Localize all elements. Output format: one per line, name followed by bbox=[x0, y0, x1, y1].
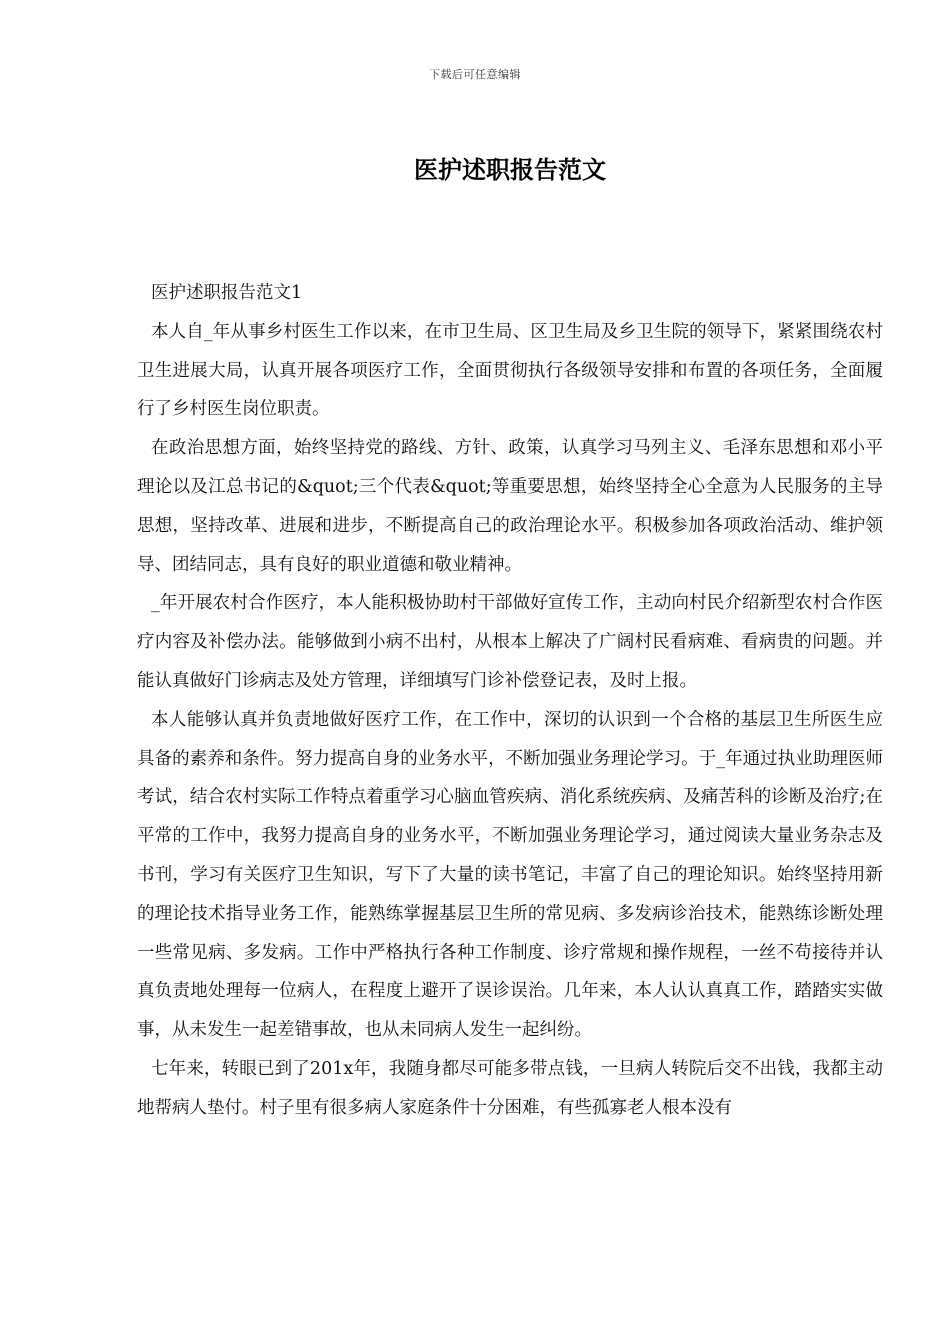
section-heading: 医护述职报告范文1 bbox=[151, 283, 303, 303]
document-body bbox=[137, 274, 883, 1128]
paragraph: 本人能够认真并负责地做好医疗工作，在工作中，深切的认识到一个合格的基层卫生所医生应具备的素养和条件。努力提高自身的业务水平，不断加强业务理论学习。于_年通过执业助理医师考试，结合农村实际工作特点着重学习心脑血管疾病、消化系统疾病、及痛苦科的诊断及治疗;在平常的工作中，我努力提高自身的业务水平，不断加强业务理论学习，通过阅读大量业务杂志及书刊，学习有关医疗卫生知识，写下了大量的读书笔记，丰富了自己的理论知识。始终坚持用新的理论技术指导业务工作，能熟练掌握基层卫生所的常见病、多发病诊治技术，能熟练诊断处理一些常见病、多发病。工作中严格执行各种工作制度、诊疗常规和操作规程，一丝不苟接待并认真负责地处理每一位病人，在程度上避开了误诊误治。几年来，本人认认真真工作，踏踏实实做事，从未发生一起差错事故，也从未同病人发生一起纠纷。 bbox=[137, 709, 883, 1041]
paragraph: 七年来，转眼已到了201x年，我随身都尽可能多带点钱，一旦病人转院后交不出钱，我都主动地帮病人垫付。村子里有很多病人家庭条件十分困难，有些孤寡老人根本没有 bbox=[137, 1058, 883, 1118]
document-title: 医护述职报告范文 bbox=[414, 155, 606, 184]
paragraph: 本人自_年从事乡村医生工作以来，在市卫生局、区卫生局及乡卫生院的领导下，紧紧围绕农村卫生进展大局，认真开展各项医疗工作，全面贯彻执行各级领导安排和布置的各项任务，全面履行了乡村医生岗位职责。 bbox=[137, 321, 883, 420]
header-note: 下载后可任意编辑 bbox=[429, 68, 521, 81]
paragraph: _年开展农村合作医疗，本人能积极协助村干部做好宣传工作，主动向村民介绍新型农村合作医疗内容及补偿办法。能够做到小病不出村，从根本上解决了广阔村民看病难、看病贵的问题。并能认真做好门诊病志及处方管理，详细填写门诊补偿登记表，及时上报。 bbox=[137, 593, 883, 691]
paragraph: 在政治思想方面，始终坚持党的路线、方针、政策，认真学习马列主义、毛泽东思想和邓小平理论以及江总书记的&quot;三个代表&quot;等重要思想，始终坚持全心全意为人民服务的主导思想，坚持改革、进展和进步，不断提高自己的政治理论水平。积极参加各项政治活动、维护领导、团结同志，具有良好的职业道德和敬业精神。 bbox=[137, 438, 883, 575]
